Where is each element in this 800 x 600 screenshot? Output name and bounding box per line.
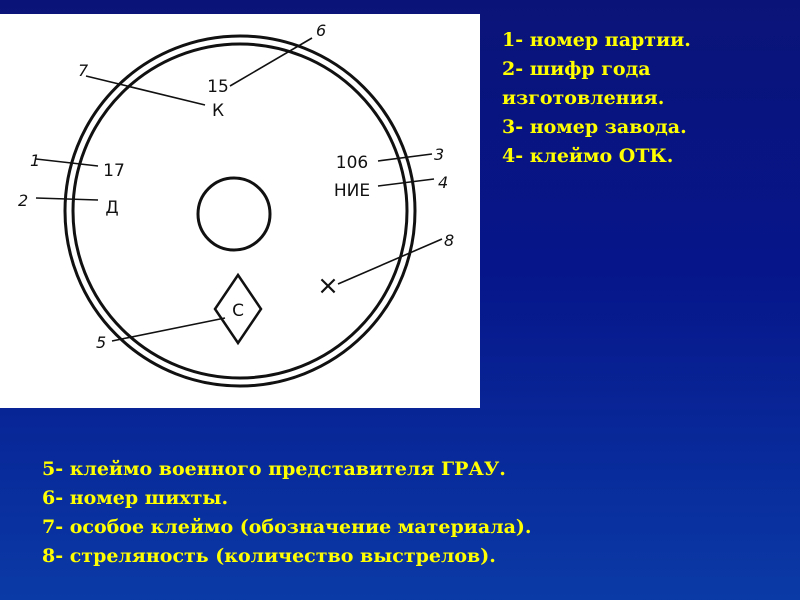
leader-line-2 [36,198,98,200]
callout-5: 5 [96,333,107,352]
year-code-mark: Д [105,198,119,218]
primer-circle [198,178,270,250]
mix-number-mark: 15 [207,77,229,97]
legend-item-2-cont: изготовления. [502,87,665,109]
legend-item-8: 8- стреляность (количество выстрелов). [42,545,496,567]
legend-item-4: 4- клеймо ОТК. [502,145,674,167]
callout-3: 3 [434,145,445,164]
cartridge-base-diagram [0,14,480,408]
callout-8: 8 [444,231,455,250]
factory-number-mark: 106 [335,153,369,173]
legend-item-7: 7- особое клеймо (обозначение материала). [42,516,532,538]
callout-7: 7 [78,61,89,80]
callout-2: 2 [18,191,29,210]
legend-item-6: 6- номер шихты. [42,487,229,509]
callout-4: 4 [438,173,449,192]
otk-mark: НИЕ [333,181,371,201]
shots-mark: × [317,271,339,301]
legend-top [502,26,691,171]
legend-item-5: 5- клеймо военного представителя ГРАУ. [42,458,506,480]
grau-mark-text: С [232,301,244,321]
diagram-panel [0,14,480,408]
batch-number-mark: 17 [103,161,125,181]
leader-line-1 [36,159,98,166]
special-mark: К [211,101,225,121]
callout-6: 6 [316,21,327,40]
legend-item-3: 3- номер завода. [502,116,687,138]
leader-line-8 [338,239,442,284]
legend-item-1: 1- номер партии. [502,29,691,51]
legend-item-2: 2- шифр года [502,58,651,80]
inner-rim-circle [73,44,407,378]
leader-line-5 [112,318,225,341]
legend-bottom [42,455,532,571]
callout-1: 1 [30,151,41,170]
